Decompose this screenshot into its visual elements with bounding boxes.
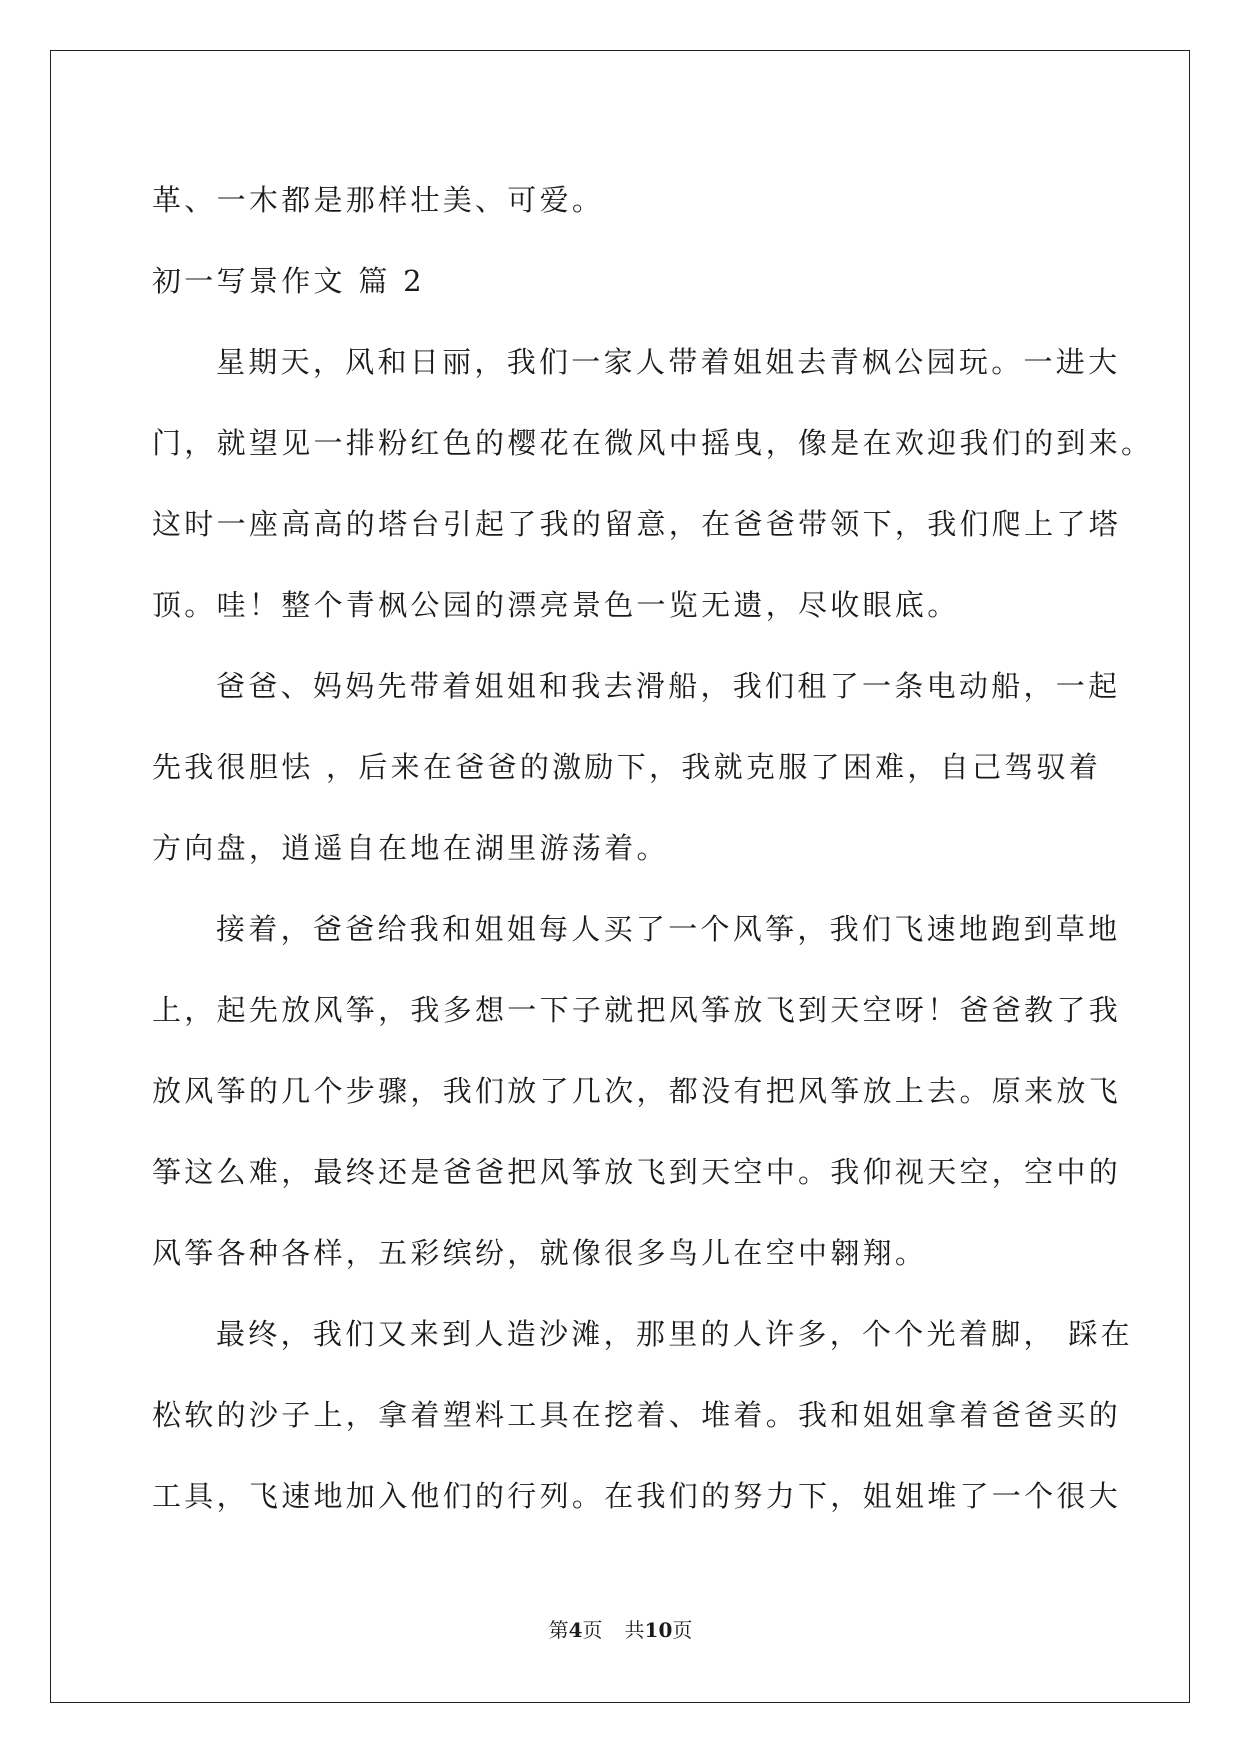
text-line: 革、一木都是那样壮美、可爱。 xyxy=(152,183,605,217)
text-line: 工具，飞速地加入他们的行列。在我们的努力下，姐姐堆了一个很大 xyxy=(152,1479,1122,1513)
page-number: 4 xyxy=(568,1618,583,1642)
text-line: 风筝各种各样，五彩缤纷，就像很多鸟儿在空中翱翔。 xyxy=(152,1236,928,1270)
text-line: 门，就望见一排粉红色的樱花在微风中摇曳，像是在欢迎我们的到来。 xyxy=(152,426,1154,460)
text-line: 松软的沙子上，拿着塑料工具在挖着、堆着。我和姐姐拿着爸爸买的 xyxy=(152,1398,1122,1432)
section-heading: 初一写景作文 篇 2 xyxy=(152,264,425,298)
paragraph-first-line: 星期天，风和日丽，我们一家人带着姐姐去青枫公园玩。一进大 xyxy=(216,345,1121,379)
page-footer xyxy=(0,1617,1241,1643)
text-line: 顶。哇！整个青枫公园的漂亮景色一览无遗，尽收眼底。 xyxy=(152,588,960,622)
text-line: 放风筝的几个步骤，我们放了几次，都没有把风筝放上去。原来放飞 xyxy=(152,1074,1122,1108)
text-line: 这时一座高高的塔台引起了我的留意，在爸爸带领下，我们爬上了塔 xyxy=(152,507,1122,541)
paragraph-first-line: 接着，爸爸给我和姐姐每人买了一个风筝，我们飞速地跑到草地 xyxy=(216,912,1121,946)
total-prefix: 共 xyxy=(624,1618,645,1642)
total-pages: 10 xyxy=(644,1618,673,1642)
text-line: 筝这么难，最终还是爸爸把风筝放飞到天空中。我仰视天空，空中的 xyxy=(152,1155,1122,1189)
document-body xyxy=(152,160,1154,1537)
page-prefix: 第 xyxy=(548,1618,569,1642)
text-line: 方向盘，逍遥自在地在湖里游荡着。 xyxy=(152,831,669,865)
text-line: 上，起先放风筝，我多想一下子就把风筝放飞到天空呀！爸爸教了我 xyxy=(152,993,1122,1027)
text-line: 先我很胆怯 ，后来在爸爸的激励下，我就克服了困难，自己驾驭着 xyxy=(152,750,1102,784)
paragraph-first-line: 爸爸、妈妈先带着姐姐和我去滑船，我们租了一条电动船，一起 xyxy=(216,669,1121,703)
page-suffix: 页 xyxy=(582,1618,603,1642)
total-suffix: 页 xyxy=(672,1618,693,1642)
paragraph-first-line: 最终，我们又来到人造沙滩，那里的人许多，个个光着脚， 踩在 xyxy=(216,1317,1133,1351)
